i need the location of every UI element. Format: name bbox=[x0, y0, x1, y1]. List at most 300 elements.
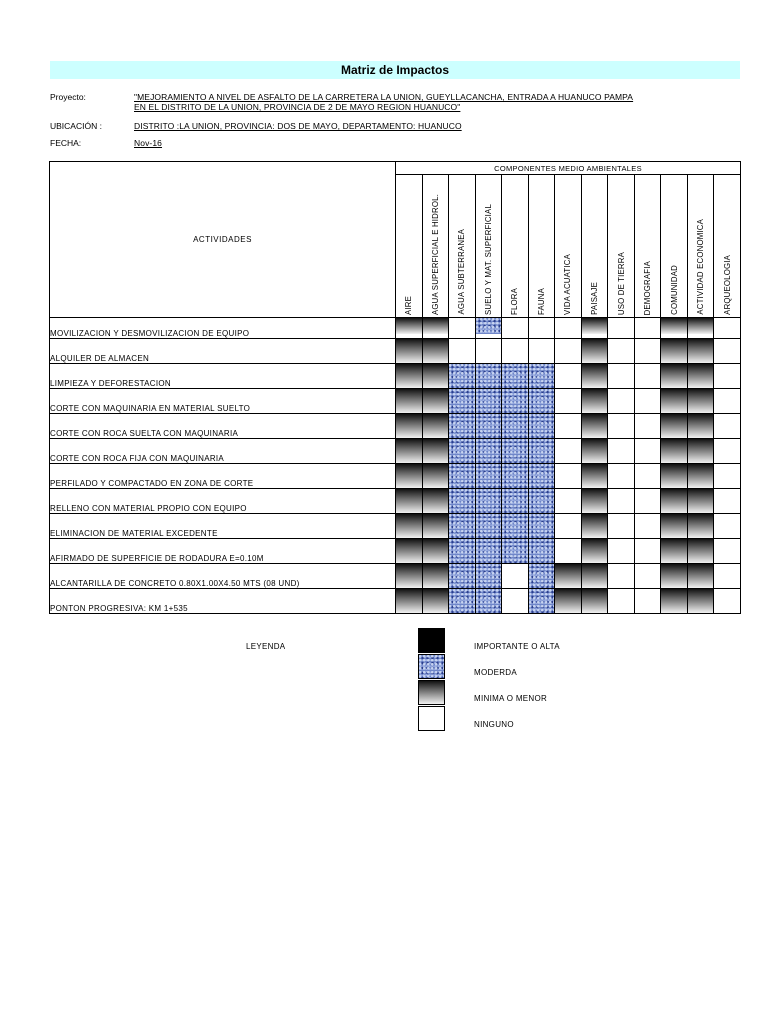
impact-cell bbox=[661, 414, 688, 439]
impact-cell bbox=[555, 414, 582, 439]
impact-mark-minima bbox=[582, 414, 608, 438]
impact-cell bbox=[581, 318, 608, 339]
impact-cell bbox=[422, 414, 449, 439]
impact-cell bbox=[449, 514, 476, 539]
impact-cell bbox=[608, 339, 635, 364]
impact-cell bbox=[634, 339, 661, 364]
impact-cell bbox=[528, 439, 555, 464]
impact-cell bbox=[422, 339, 449, 364]
impact-cell bbox=[555, 339, 582, 364]
activity-label: ALCANTARILLA DE CONCRETO 0.80X1.00X4.50 MTS (08 UND) bbox=[50, 564, 396, 589]
impact-cell bbox=[396, 318, 423, 339]
activity-row bbox=[50, 464, 741, 489]
impact-cell bbox=[608, 514, 635, 539]
column-header bbox=[661, 175, 688, 318]
impact-mark-moderada bbox=[449, 539, 475, 563]
impact-cell bbox=[396, 564, 423, 589]
impact-cell bbox=[634, 389, 661, 414]
impact-mark-minima bbox=[661, 439, 687, 463]
impact-cell bbox=[608, 318, 635, 339]
impact-cell bbox=[502, 589, 529, 614]
impact-cell bbox=[449, 364, 476, 389]
impact-cell bbox=[714, 339, 741, 364]
impact-cell bbox=[449, 564, 476, 589]
impact-cell bbox=[687, 564, 714, 589]
legend-label: IMPORTANTE O ALTA bbox=[474, 642, 560, 651]
impact-mark-minima bbox=[555, 564, 581, 588]
impact-mark-moderada bbox=[476, 489, 502, 513]
impact-cell bbox=[502, 389, 529, 414]
impact-mark-minima bbox=[688, 464, 714, 488]
impact-cell bbox=[422, 464, 449, 489]
impact-mark-minima bbox=[396, 489, 422, 513]
legend-swatch-minima bbox=[418, 680, 445, 705]
impact-cell bbox=[687, 364, 714, 389]
impact-mark-minima bbox=[423, 489, 449, 513]
impact-cell bbox=[687, 318, 714, 339]
column-header-label: DEMOGRAFIA bbox=[643, 260, 653, 315]
impact-mark-minima bbox=[396, 464, 422, 488]
activity-label: MOVILIZACION Y DESMOVILIZACION DE EQUIPO bbox=[50, 318, 396, 339]
impact-cell bbox=[475, 464, 502, 489]
impact-mark-minima bbox=[688, 389, 714, 413]
column-header-label: ACTIVIDAD ECONOMICA bbox=[696, 219, 706, 315]
impact-cell bbox=[502, 564, 529, 589]
impact-mark-moderada bbox=[476, 389, 502, 413]
impact-cell bbox=[581, 339, 608, 364]
impact-mark-moderada bbox=[476, 539, 502, 563]
impact-mark-minima bbox=[582, 564, 608, 588]
impact-cell bbox=[555, 318, 582, 339]
column-header-label: PAISAJE bbox=[589, 282, 599, 315]
impact-cell bbox=[714, 589, 741, 614]
impact-mark-minima bbox=[688, 339, 714, 363]
impact-mark-moderada bbox=[476, 364, 502, 388]
impact-cell bbox=[714, 514, 741, 539]
impact-cell bbox=[661, 464, 688, 489]
column-header-label: FLORA bbox=[510, 288, 520, 315]
impact-mark-minima bbox=[661, 364, 687, 388]
impact-mark-minima bbox=[661, 414, 687, 438]
impact-mark-moderada bbox=[476, 514, 502, 538]
impact-mark-minima bbox=[423, 389, 449, 413]
impact-cell bbox=[422, 589, 449, 614]
impact-cell bbox=[714, 389, 741, 414]
impact-cell bbox=[661, 318, 688, 339]
impact-cell bbox=[634, 318, 661, 339]
impact-cell bbox=[449, 489, 476, 514]
impact-cell bbox=[687, 414, 714, 439]
impact-mark-moderada bbox=[449, 364, 475, 388]
impact-cell bbox=[687, 439, 714, 464]
impact-mark-moderada bbox=[529, 489, 555, 513]
impact-cell bbox=[687, 589, 714, 614]
activity-label: AFIRMADO DE SUPERFICIE DE RODADURA E=0.10M bbox=[50, 539, 396, 564]
impact-cell bbox=[714, 539, 741, 564]
legend-label: MODERDA bbox=[474, 668, 517, 677]
impact-cell bbox=[528, 514, 555, 539]
column-header-label: AGUA SUPERFICIAL E HIDROL. bbox=[430, 193, 440, 315]
impact-cell bbox=[396, 389, 423, 414]
impact-mark-minima bbox=[661, 339, 687, 363]
impact-cell bbox=[687, 339, 714, 364]
impact-cell bbox=[449, 389, 476, 414]
legend-swatch-alta bbox=[418, 628, 445, 653]
impact-cell bbox=[502, 439, 529, 464]
impact-cell bbox=[475, 439, 502, 464]
impact-cell bbox=[422, 439, 449, 464]
column-header bbox=[608, 175, 635, 318]
impact-cell bbox=[502, 464, 529, 489]
impact-mark-moderada bbox=[529, 439, 555, 463]
column-header bbox=[687, 175, 714, 318]
activity-row bbox=[50, 339, 741, 364]
impact-cell bbox=[555, 364, 582, 389]
impact-mark-minima bbox=[582, 339, 608, 363]
impact-cell bbox=[502, 318, 529, 339]
impact-cell bbox=[528, 318, 555, 339]
impact-mark-minima bbox=[423, 439, 449, 463]
impact-mark-minima bbox=[688, 514, 714, 538]
column-header bbox=[528, 175, 555, 318]
impact-mark-moderada bbox=[529, 564, 555, 588]
impact-cell bbox=[555, 589, 582, 614]
activity-label: LIMPIEZA Y DEFORESTACION bbox=[50, 364, 396, 389]
impact-cell bbox=[634, 439, 661, 464]
impact-mark-minima bbox=[582, 514, 608, 538]
impact-cell bbox=[475, 489, 502, 514]
impact-cell bbox=[475, 564, 502, 589]
impact-mark-minima bbox=[582, 389, 608, 413]
impact-cell bbox=[661, 439, 688, 464]
impact-cell bbox=[528, 539, 555, 564]
impact-mark-minima bbox=[661, 589, 687, 613]
impact-mark-moderada bbox=[502, 439, 528, 463]
impact-mark-minima bbox=[661, 489, 687, 513]
impact-mark-moderada bbox=[529, 589, 555, 613]
impact-cell bbox=[714, 414, 741, 439]
impact-mark-minima bbox=[396, 589, 422, 613]
activity-label: PERFILADO Y COMPACTADO EN ZONA DE CORTE bbox=[50, 464, 396, 489]
impact-mark-moderada bbox=[449, 589, 475, 613]
impact-mark-minima bbox=[688, 414, 714, 438]
activity-row bbox=[50, 589, 741, 614]
proyecto-line-1: "MEJORAMIENTO A NIVEL DE ASFALTO DE LA CARRETERA LA UNION, GUEYLLACANCHA, ENTRADA A HUANUCO PAMPA bbox=[134, 92, 634, 102]
impact-cell bbox=[634, 464, 661, 489]
impact-cell bbox=[528, 589, 555, 614]
impact-cell bbox=[502, 339, 529, 364]
impact-cell bbox=[422, 318, 449, 339]
impact-mark-minima bbox=[661, 389, 687, 413]
impact-cell bbox=[475, 339, 502, 364]
impact-cell bbox=[608, 364, 635, 389]
impact-cell bbox=[475, 589, 502, 614]
impact-cell bbox=[555, 489, 582, 514]
impact-cell bbox=[528, 414, 555, 439]
impact-cell bbox=[396, 364, 423, 389]
legend-label: MINIMA O MENOR bbox=[474, 694, 548, 703]
fecha-value: Nov-16 bbox=[134, 138, 163, 148]
impact-mark-moderada bbox=[502, 364, 528, 388]
activity-label: ELIMINACION DE MATERIAL EXCEDENTE bbox=[50, 514, 396, 539]
impact-mark-minima bbox=[423, 514, 449, 538]
impact-mark-minima bbox=[582, 318, 608, 334]
column-header bbox=[449, 175, 476, 318]
activity-row bbox=[50, 414, 741, 439]
impact-mark-minima bbox=[396, 439, 422, 463]
impact-mark-moderada bbox=[476, 318, 502, 334]
impact-cell bbox=[422, 514, 449, 539]
activity-row bbox=[50, 489, 741, 514]
impact-cell bbox=[475, 514, 502, 539]
impact-mark-moderada bbox=[502, 464, 528, 488]
components-header: COMPONENTES MEDIO AMBIENTALES bbox=[396, 162, 741, 175]
ubicacion-label: UBICACIÓN : bbox=[50, 121, 102, 131]
legend-swatch-moderada bbox=[418, 654, 445, 679]
impact-mark-minima bbox=[396, 364, 422, 388]
proyecto-line-2: EN EL DISTRITO DE LA UNION, PROVINCIA DE 2 DE MAYO REGION HUANUCO" bbox=[134, 102, 461, 112]
impact-cell bbox=[661, 389, 688, 414]
impact-mark-minima bbox=[396, 539, 422, 563]
impact-cell bbox=[528, 489, 555, 514]
impact-mark-moderada bbox=[529, 464, 555, 488]
impact-mark-minima bbox=[555, 589, 581, 613]
impact-cell bbox=[634, 589, 661, 614]
impact-cell bbox=[449, 539, 476, 564]
impact-mark-minima bbox=[396, 514, 422, 538]
impact-mark-moderada bbox=[529, 364, 555, 388]
impact-mark-moderada bbox=[449, 514, 475, 538]
impact-mark-moderada bbox=[529, 389, 555, 413]
impact-mark-minima bbox=[423, 464, 449, 488]
impact-cell bbox=[528, 364, 555, 389]
impact-cell bbox=[634, 539, 661, 564]
impact-mark-moderada bbox=[502, 489, 528, 513]
impact-cell bbox=[396, 414, 423, 439]
column-header bbox=[396, 175, 423, 318]
impact-cell bbox=[502, 489, 529, 514]
column-header bbox=[555, 175, 582, 318]
impact-mark-moderada bbox=[502, 414, 528, 438]
impact-cell bbox=[555, 389, 582, 414]
column-header-label: AGUA SUBTERRANEA bbox=[457, 229, 467, 315]
impact-cell bbox=[555, 539, 582, 564]
impact-cell bbox=[581, 489, 608, 514]
impact-mark-moderada bbox=[502, 514, 528, 538]
impact-matrix bbox=[49, 161, 741, 614]
impact-mark-minima bbox=[423, 564, 449, 588]
impact-mark-moderada bbox=[502, 389, 528, 413]
impact-mark-minima bbox=[582, 439, 608, 463]
impact-cell bbox=[714, 564, 741, 589]
impact-cell bbox=[608, 539, 635, 564]
impact-cell bbox=[396, 514, 423, 539]
column-header-label: AIRE bbox=[404, 296, 414, 315]
impact-cell bbox=[449, 439, 476, 464]
impact-cell bbox=[634, 514, 661, 539]
column-header-label: FAUNA bbox=[536, 288, 546, 315]
impact-mark-minima bbox=[688, 564, 714, 588]
impact-mark-minima bbox=[688, 539, 714, 563]
impact-cell bbox=[449, 464, 476, 489]
column-header-label: USO DE TIERRA bbox=[616, 251, 626, 315]
impact-cell bbox=[449, 339, 476, 364]
impact-cell bbox=[422, 364, 449, 389]
impact-cell bbox=[634, 564, 661, 589]
impact-mark-moderada bbox=[529, 539, 555, 563]
activity-row bbox=[50, 539, 741, 564]
activity-row bbox=[50, 514, 741, 539]
column-header bbox=[714, 175, 741, 318]
impact-cell bbox=[475, 389, 502, 414]
impact-cell bbox=[581, 589, 608, 614]
impact-cell bbox=[581, 389, 608, 414]
impact-cell bbox=[634, 364, 661, 389]
column-header bbox=[475, 175, 502, 318]
activity-row bbox=[50, 364, 741, 389]
impact-mark-minima bbox=[396, 389, 422, 413]
impact-mark-minima bbox=[688, 318, 714, 334]
impact-cell bbox=[581, 364, 608, 389]
impact-cell bbox=[714, 489, 741, 514]
impact-mark-minima bbox=[423, 589, 449, 613]
impact-mark-minima bbox=[396, 318, 422, 334]
impact-cell bbox=[661, 489, 688, 514]
impact-cell bbox=[422, 389, 449, 414]
impact-cell bbox=[422, 489, 449, 514]
impact-mark-minima bbox=[423, 364, 449, 388]
impact-cell bbox=[714, 464, 741, 489]
activity-label: PONTON PROGRESIVA: KM 1+535 bbox=[50, 589, 396, 614]
impact-cell bbox=[396, 439, 423, 464]
impact-cell bbox=[475, 539, 502, 564]
impact-cell bbox=[714, 439, 741, 464]
impact-cell bbox=[608, 464, 635, 489]
impact-cell bbox=[555, 564, 582, 589]
impact-mark-minima bbox=[688, 489, 714, 513]
impact-mark-moderada bbox=[476, 414, 502, 438]
impact-mark-minima bbox=[396, 414, 422, 438]
impact-mark-minima bbox=[688, 589, 714, 613]
impact-cell bbox=[396, 589, 423, 614]
impact-cell bbox=[608, 439, 635, 464]
impact-mark-minima bbox=[396, 339, 422, 363]
column-header-label: COMUNIDAD bbox=[669, 265, 679, 315]
impact-mark-minima bbox=[423, 318, 449, 334]
impact-cell bbox=[714, 318, 741, 339]
impact-cell bbox=[687, 514, 714, 539]
impact-mark-minima bbox=[661, 564, 687, 588]
impact-mark-moderada bbox=[476, 589, 502, 613]
impact-cell bbox=[661, 564, 688, 589]
legend-label: NINGUNO bbox=[474, 720, 514, 729]
column-header-label: VIDA ACUATICA bbox=[563, 254, 573, 315]
activity-row bbox=[50, 564, 741, 589]
impact-cell bbox=[396, 489, 423, 514]
impact-mark-minima bbox=[661, 464, 687, 488]
impact-mark-minima bbox=[582, 589, 608, 613]
legend-swatch-ninguno bbox=[418, 706, 445, 731]
column-header bbox=[422, 175, 449, 318]
impact-cell bbox=[581, 539, 608, 564]
impact-cell bbox=[634, 414, 661, 439]
legend-title: LEYENDA bbox=[246, 642, 286, 651]
impact-cell bbox=[581, 514, 608, 539]
impact-cell bbox=[714, 364, 741, 389]
impact-cell bbox=[581, 414, 608, 439]
activities-header: ACTIVIDADES bbox=[50, 162, 396, 318]
page-title: Matriz de Impactos bbox=[50, 61, 740, 79]
impact-mark-moderada bbox=[449, 464, 475, 488]
impact-cell bbox=[528, 564, 555, 589]
impact-cell bbox=[422, 564, 449, 589]
impact-mark-minima bbox=[423, 539, 449, 563]
impact-cell bbox=[475, 318, 502, 339]
impact-mark-minima bbox=[661, 514, 687, 538]
proyecto-value bbox=[134, 92, 734, 112]
impact-cell bbox=[502, 539, 529, 564]
impact-cell bbox=[502, 414, 529, 439]
impact-cell bbox=[502, 514, 529, 539]
impact-mark-minima bbox=[423, 339, 449, 363]
impact-cell bbox=[661, 589, 688, 614]
impact-cell bbox=[661, 514, 688, 539]
impact-mark-minima bbox=[661, 539, 687, 563]
impact-mark-moderada bbox=[449, 564, 475, 588]
impact-mark-minima bbox=[688, 364, 714, 388]
impact-mark-moderada bbox=[502, 539, 528, 563]
impact-cell bbox=[581, 464, 608, 489]
impact-cell bbox=[449, 414, 476, 439]
column-header-label: SUELO Y MAT. SUPERFICIAL bbox=[483, 204, 493, 315]
impact-cell bbox=[634, 489, 661, 514]
impact-mark-moderada bbox=[476, 464, 502, 488]
impact-cell bbox=[608, 489, 635, 514]
impact-mark-minima bbox=[582, 364, 608, 388]
impact-mark-minima bbox=[396, 564, 422, 588]
proyecto-label: Proyecto: bbox=[50, 92, 86, 102]
impact-mark-moderada bbox=[449, 439, 475, 463]
impact-mark-moderada bbox=[476, 564, 502, 588]
fecha-label: FECHA: bbox=[50, 138, 82, 148]
impact-cell bbox=[687, 539, 714, 564]
impact-cell bbox=[555, 514, 582, 539]
activity-label: CORTE CON MAQUINARIA EN MATERIAL SUELTO bbox=[50, 389, 396, 414]
activity-label: CORTE CON ROCA FIJA CON MAQUINARIA bbox=[50, 439, 396, 464]
impact-cell bbox=[396, 339, 423, 364]
column-header bbox=[581, 175, 608, 318]
column-header bbox=[634, 175, 661, 318]
impact-cell bbox=[528, 339, 555, 364]
impact-cell bbox=[502, 364, 529, 389]
activity-label: CORTE CON ROCA SUELTA CON MAQUINARIA bbox=[50, 414, 396, 439]
activity-row bbox=[50, 439, 741, 464]
impact-cell bbox=[555, 464, 582, 489]
impact-mark-minima bbox=[582, 539, 608, 563]
impact-cell bbox=[581, 564, 608, 589]
impact-cell bbox=[687, 389, 714, 414]
impact-cell bbox=[661, 364, 688, 389]
impact-cell bbox=[608, 414, 635, 439]
impact-mark-moderada bbox=[449, 389, 475, 413]
impact-mark-minima bbox=[661, 318, 687, 334]
column-header-label: ARQUEOLOGIA bbox=[722, 255, 732, 315]
impact-mark-moderada bbox=[529, 514, 555, 538]
impact-cell bbox=[528, 464, 555, 489]
impact-cell bbox=[396, 539, 423, 564]
impact-cell bbox=[608, 389, 635, 414]
impact-mark-moderada bbox=[476, 439, 502, 463]
